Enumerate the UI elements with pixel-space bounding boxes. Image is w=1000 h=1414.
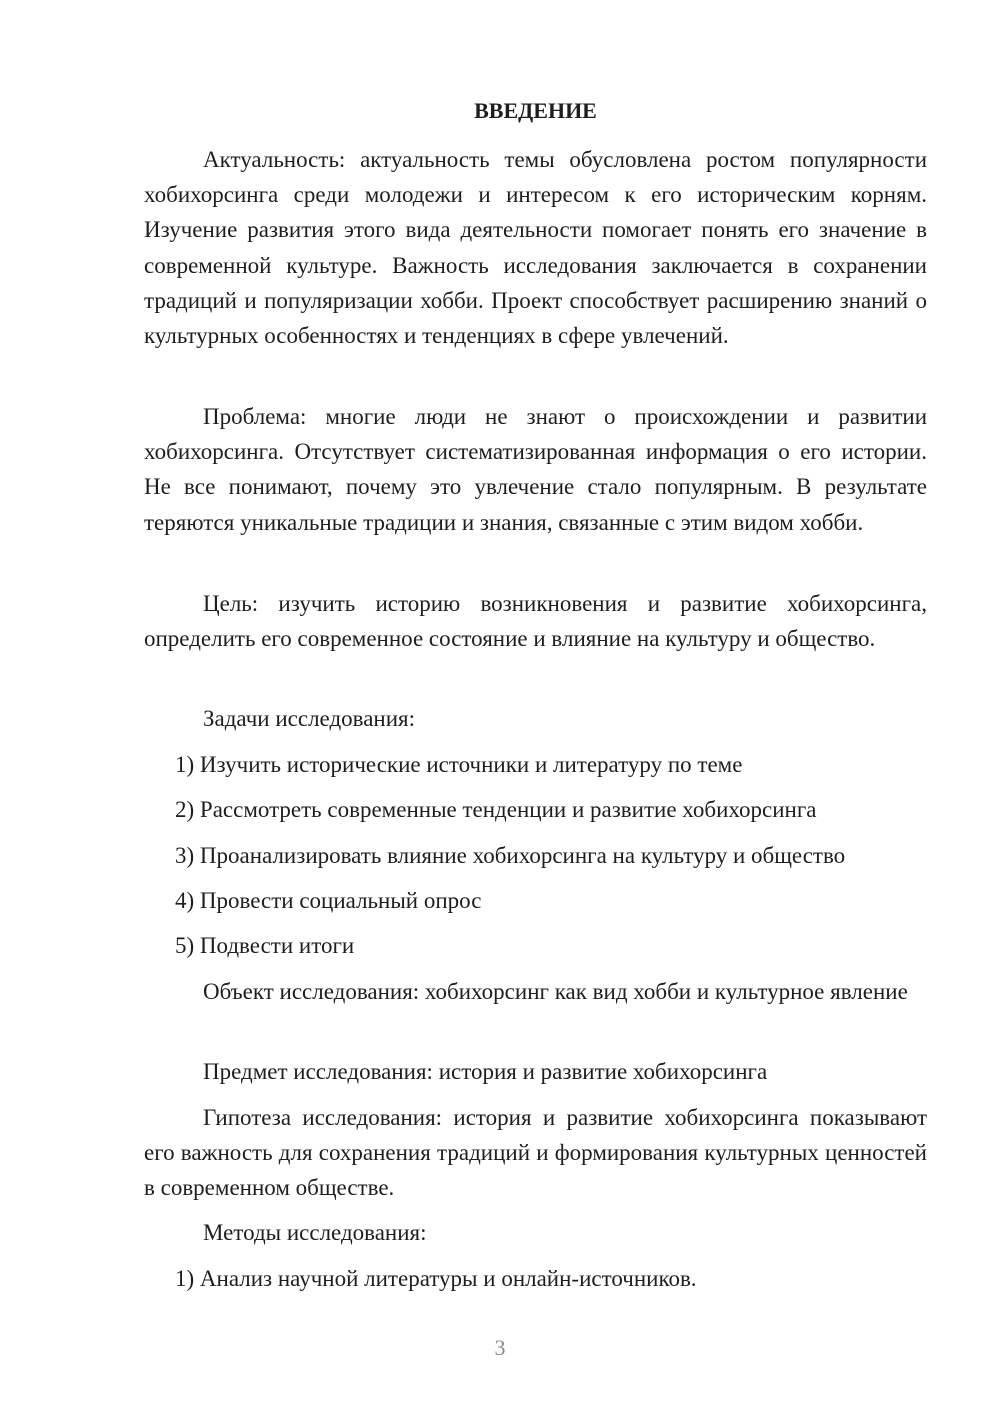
hypothesis-paragraph: Гипотеза исследования: история и развитие хобихорсинга показывают его важность для сохранения традиций и формирования культурных ценностей в современном обществе. xyxy=(144,1105,927,1201)
task-item: 3) Проанализировать влияние хобихорсинга на культуру и общество xyxy=(175,843,846,868)
relevance-paragraph: Актуальность: актуальность темы обусловлена ростом популярности хобихорсинга среди молодежи и интересом к его историческим корням. Изучение развития этого вида деятельности помогает понять его значение в современной культуре. Важность исследования заключается в сохранении традиций и популяризации хобби. Проект способствует расширению знаний о культурных особенностях и тенденциях в сфере увлечений. xyxy=(144,147,927,349)
object-paragraph: Объект исследования: хобихорсинг как вид хобби и культурное явление xyxy=(203,979,908,1004)
problem-paragraph: Проблема: многие люди не знают о происхождении и развитии хобихорсинга. Отсутствует систематизированная информация о его истории. Не все понимают, почему это увлечение стало популярным. В результате теряются уникальные традиции и знания, связанные с этим видом хобби. xyxy=(144,404,927,535)
method-item: 1) Анализ научной литературы и онлайн-источников. xyxy=(175,1266,697,1291)
task-item: 2) Рассмотреть современные тенденции и развитие хобихорсинга xyxy=(175,797,817,822)
tasks-heading: Задачи исследования: xyxy=(203,706,416,731)
page-title: ВВЕДЕНИЕ xyxy=(474,98,597,123)
task-item: 5) Подвести итоги xyxy=(175,933,355,958)
task-item: 4) Провести социальный опрос xyxy=(175,888,482,913)
goal-paragraph: Цель: изучить историю возникновения и развитие хобихорсинга, определить его современное состояние и влияние на культуру и общество. xyxy=(144,591,927,652)
task-item: 1) Изучить исторические источники и литературу по теме xyxy=(175,752,743,777)
methods-heading: Методы исследования: xyxy=(203,1220,427,1245)
subject-paragraph: Предмет исследования: история и развитие хобихорсинга xyxy=(203,1059,768,1084)
page-number: 3 xyxy=(494,1335,506,1360)
